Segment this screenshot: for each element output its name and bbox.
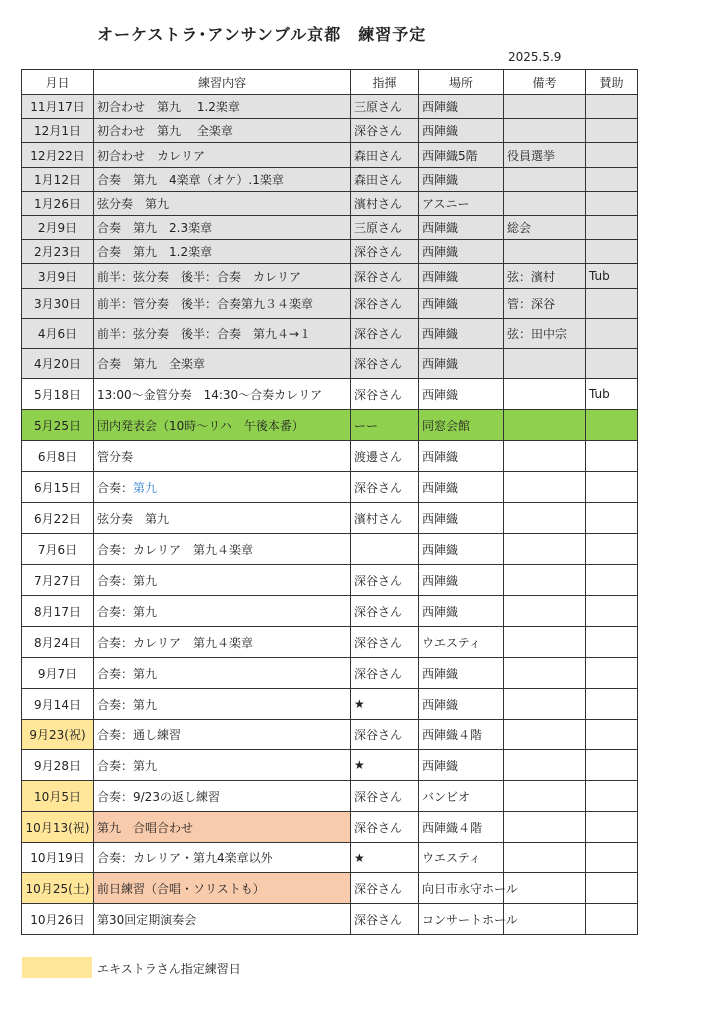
cell-date: 10月26日: [22, 904, 94, 935]
cell-date: 9月7日: [22, 658, 94, 689]
cell-place: バンビオ: [419, 781, 504, 812]
table-row: [22, 843, 638, 873]
cell-conductor: 深谷さん: [351, 596, 419, 627]
cell-content: 初合わせ カレリア: [94, 143, 351, 168]
cell-note: [504, 596, 586, 627]
cell-conductor: 深谷さん: [351, 565, 419, 596]
cell-place: 西陣織: [419, 95, 504, 119]
cell-content: 合奏 第九 4楽章（オケ）.1楽章: [94, 168, 351, 192]
cell-content: 合奏：第九: [94, 750, 351, 781]
cell-content: 合奏：カレリア・第九4楽章以外: [94, 843, 351, 873]
cell-support: Tub: [586, 379, 638, 410]
table-row: [22, 143, 638, 168]
cell-support: [586, 750, 638, 781]
cell-place: 西陣織: [419, 472, 504, 503]
cell-date: 1月26日: [22, 192, 94, 216]
cell-content: 初合わせ 第九 1.2楽章: [94, 95, 351, 119]
cell-note: [504, 240, 586, 264]
cell-support: [586, 289, 638, 319]
table-row: [22, 658, 638, 689]
cell-support: [586, 904, 638, 935]
cell-date: 12月1日: [22, 119, 94, 143]
cell-conductor: 深谷さん: [351, 240, 419, 264]
table-row: [22, 216, 638, 240]
cell-content: 合奏 第九 1.2楽章: [94, 240, 351, 264]
cell-date: 9月14日: [22, 689, 94, 720]
cell-content: 初合わせ 第九 全楽章: [94, 119, 351, 143]
cell-conductor: [351, 534, 419, 565]
cell-date: 2月9日: [22, 216, 94, 240]
table-row: [22, 534, 638, 565]
cell-conductor: 深谷さん: [351, 627, 419, 658]
cell-conductor: ★: [351, 843, 419, 873]
cell-content: 弦分奏 第九: [94, 192, 351, 216]
cell-support: [586, 565, 638, 596]
table-row: [22, 472, 638, 503]
header-support: 賛助: [586, 70, 638, 95]
cell-conductor: 三原さん: [351, 95, 419, 119]
cell-content: 第30回定期演奏会: [94, 904, 351, 935]
cell-place: 西陣織: [419, 689, 504, 720]
cell-content: 前半：弦分奏 後半：合奏 カレリア: [94, 264, 351, 289]
cell-content: 合奏：カレリア 第九４楽章: [94, 627, 351, 658]
cell-conductor: 濱村さん: [351, 192, 419, 216]
cell-date: 5月18日: [22, 379, 94, 410]
cell-conductor: 深谷さん: [351, 379, 419, 410]
cell-conductor: 深谷さん: [351, 781, 419, 812]
cell-support: [586, 319, 638, 349]
cell-date: 8月24日: [22, 627, 94, 658]
cell-date: 3月30日: [22, 289, 94, 319]
cell-place: コンサートホール: [419, 904, 504, 935]
cell-note: [504, 534, 586, 565]
cell-note: [504, 720, 586, 750]
table-row: [22, 410, 638, 441]
cell-support: [586, 410, 638, 441]
cell-support: [586, 192, 638, 216]
cell-place: 西陣織４階: [419, 812, 504, 843]
cell-note: [504, 168, 586, 192]
table-row: [22, 379, 638, 410]
cell-place: 西陣織: [419, 349, 504, 379]
cell-date: 6月15日: [22, 472, 94, 503]
document-date: 2025.5.9: [508, 50, 562, 64]
cell-conductor: 深谷さん: [351, 812, 419, 843]
cell-place: 西陣織: [419, 534, 504, 565]
cell-place: 西陣織: [419, 119, 504, 143]
cell-note: [504, 812, 586, 843]
table-row: [22, 349, 638, 379]
content-prefix: 合奏：: [97, 480, 134, 495]
cell-note: [504, 627, 586, 658]
cell-note: [504, 565, 586, 596]
table-header-row: [22, 70, 638, 95]
cell-support: [586, 143, 638, 168]
content-accent: 第九: [133, 480, 158, 495]
table-row: [22, 812, 638, 843]
cell-note: 弦：濱村: [504, 264, 586, 289]
cell-support: [586, 781, 638, 812]
cell-place: 西陣織: [419, 240, 504, 264]
cell-note: [504, 781, 586, 812]
cell-content: 合奏 第九 2.3楽章: [94, 216, 351, 240]
header-content: 練習内容: [94, 70, 351, 95]
table-row: [22, 95, 638, 119]
table-row: [22, 168, 638, 192]
cell-place: 西陣織: [419, 565, 504, 596]
cell-date: 10月19日: [22, 843, 94, 873]
cell-note: 弦：田中宗: [504, 319, 586, 349]
cell-content: 前半：管分奏 後半：合奏第九３４楽章: [94, 289, 351, 319]
cell-note: [504, 349, 586, 379]
cell-date: 6月8日: [22, 441, 94, 472]
cell-content: 合奏：第九: [94, 596, 351, 627]
cell-place: 西陣織４階: [419, 720, 504, 750]
cell-content: 合奏：第九: [94, 658, 351, 689]
table-row: [22, 750, 638, 781]
header-conductor: 指揮: [351, 70, 419, 95]
cell-date: 1月12日: [22, 168, 94, 192]
cell-conductor: 森田さん: [351, 143, 419, 168]
cell-note: [504, 750, 586, 781]
cell-support: [586, 596, 638, 627]
cell-conductor: ーー: [351, 410, 419, 441]
cell-date: 10月25(土): [22, 873, 94, 904]
cell-content: 前半：弦分奏 後半：合奏 第九４→１: [94, 319, 351, 349]
cell-date: 5月25日: [22, 410, 94, 441]
cell-note: [504, 689, 586, 720]
cell-content: 合奏：通し練習: [94, 720, 351, 750]
table-row: [22, 441, 638, 472]
cell-note: [504, 658, 586, 689]
header-date: 月日: [22, 70, 94, 95]
cell-note: [504, 119, 586, 143]
cell-content: 弦分奏 第九: [94, 503, 351, 534]
cell-conductor: 深谷さん: [351, 658, 419, 689]
cell-support: Tub: [586, 264, 638, 289]
cell-support: [586, 534, 638, 565]
cell-support: [586, 119, 638, 143]
cell-place: 西陣織: [419, 289, 504, 319]
cell-conductor: 深谷さん: [351, 720, 419, 750]
cell-note: 役員選挙: [504, 143, 586, 168]
cell-date: 9月23(祝): [22, 720, 94, 750]
cell-conductor: 三原さん: [351, 216, 419, 240]
cell-content: 合奏：9/23の返し練習: [94, 781, 351, 812]
table-row: [22, 627, 638, 658]
cell-conductor: 深谷さん: [351, 472, 419, 503]
cell-date: 4月20日: [22, 349, 94, 379]
cell-place: 西陣織: [419, 379, 504, 410]
cell-content: 合奏 第九 全楽章: [94, 349, 351, 379]
cell-note: [504, 472, 586, 503]
cell-date: 6月22日: [22, 503, 94, 534]
cell-support: [586, 472, 638, 503]
cell-date: 10月5日: [22, 781, 94, 812]
cell-date: 12月22日: [22, 143, 94, 168]
cell-support: [586, 843, 638, 873]
table-row: [22, 119, 638, 143]
cell-note: 管：深谷: [504, 289, 586, 319]
cell-date: 7月6日: [22, 534, 94, 565]
cell-content: 管分奏: [94, 441, 351, 472]
cell-place: 西陣織: [419, 264, 504, 289]
cell-support: [586, 812, 638, 843]
cell-conductor: 深谷さん: [351, 349, 419, 379]
cell-conductor: 深谷さん: [351, 904, 419, 935]
cell-conductor: 深谷さん: [351, 264, 419, 289]
cell-support: [586, 441, 638, 472]
cell-support: [586, 503, 638, 534]
page-title: オーケストラ･アンサンブル京都 練習予定: [97, 25, 427, 44]
cell-content: 合奏：第九: [94, 565, 351, 596]
cell-conductor: 深谷さん: [351, 289, 419, 319]
cell-content: 第九 合唱合わせ: [94, 812, 351, 843]
header-note: 備考: [504, 70, 586, 95]
table-row: [22, 781, 638, 812]
header-place: 場所: [419, 70, 504, 95]
schedule-table: [21, 69, 638, 935]
cell-note: [504, 843, 586, 873]
cell-place: 西陣織: [419, 168, 504, 192]
cell-conductor: 渡邊さん: [351, 441, 419, 472]
table-row: [22, 503, 638, 534]
cell-place: 西陣織: [419, 319, 504, 349]
cell-place: 西陣織5階: [419, 143, 504, 168]
cell-date: 10月13(祝): [22, 812, 94, 843]
cell-content: 前日練習（合唱・ソリストも）: [94, 873, 351, 904]
cell-conductor: 森田さん: [351, 168, 419, 192]
cell-support: [586, 216, 638, 240]
cell-content: 合奏：カレリア 第九４楽章: [94, 534, 351, 565]
table-row: [22, 596, 638, 627]
legend-label: エキストラさん指定練習日: [97, 962, 241, 976]
table-row: [22, 289, 638, 319]
cell-conductor: 深谷さん: [351, 873, 419, 904]
cell-conductor: 深谷さん: [351, 319, 419, 349]
table-row: [22, 565, 638, 596]
cell-place: 西陣織: [419, 503, 504, 534]
cell-content: 団内発表会（10時～リハ 午後本番）: [94, 410, 351, 441]
cell-content: [94, 472, 351, 503]
cell-place: 西陣織: [419, 658, 504, 689]
cell-support: [586, 658, 638, 689]
table-row: [22, 873, 638, 904]
cell-conductor: ★: [351, 750, 419, 781]
cell-note: 総会: [504, 216, 586, 240]
cell-place: 西陣織: [419, 596, 504, 627]
cell-support: [586, 168, 638, 192]
cell-note: [504, 95, 586, 119]
legend-swatch: [22, 957, 92, 978]
cell-conductor: 濱村さん: [351, 503, 419, 534]
cell-content: 合奏：第九: [94, 689, 351, 720]
cell-date: 3月9日: [22, 264, 94, 289]
cell-support: [586, 873, 638, 904]
cell-support: [586, 349, 638, 379]
cell-conductor: 深谷さん: [351, 119, 419, 143]
cell-content: 13:00～金管分奏 14:30～合奏カレリア: [94, 379, 351, 410]
table-row: [22, 240, 638, 264]
cell-note: [504, 192, 586, 216]
cell-conductor: ★: [351, 689, 419, 720]
cell-place: ウエスティ: [419, 627, 504, 658]
cell-place: 西陣織: [419, 216, 504, 240]
cell-note: [504, 441, 586, 472]
table-row: [22, 319, 638, 349]
cell-place: 西陣織: [419, 750, 504, 781]
table-row: [22, 264, 638, 289]
table-row: [22, 904, 638, 935]
cell-place: 同窓会館: [419, 410, 504, 441]
table-row: [22, 689, 638, 720]
cell-place: 西陣織: [419, 441, 504, 472]
cell-date: 8月17日: [22, 596, 94, 627]
cell-support: [586, 720, 638, 750]
table-row: [22, 192, 638, 216]
cell-note: [504, 379, 586, 410]
cell-date: 11月17日: [22, 95, 94, 119]
cell-support: [586, 689, 638, 720]
cell-note: [504, 503, 586, 534]
cell-date: 7月27日: [22, 565, 94, 596]
table-row: [22, 720, 638, 750]
cell-date: 4月6日: [22, 319, 94, 349]
cell-support: [586, 627, 638, 658]
cell-date: 2月23日: [22, 240, 94, 264]
cell-place: 向日市永守ホール: [419, 873, 504, 904]
cell-place: ウエスティ: [419, 843, 504, 873]
cell-note: [504, 410, 586, 441]
cell-support: [586, 95, 638, 119]
cell-date: 9月28日: [22, 750, 94, 781]
cell-place: アスニー: [419, 192, 504, 216]
schedule-body: [22, 95, 638, 935]
cell-support: [586, 240, 638, 264]
